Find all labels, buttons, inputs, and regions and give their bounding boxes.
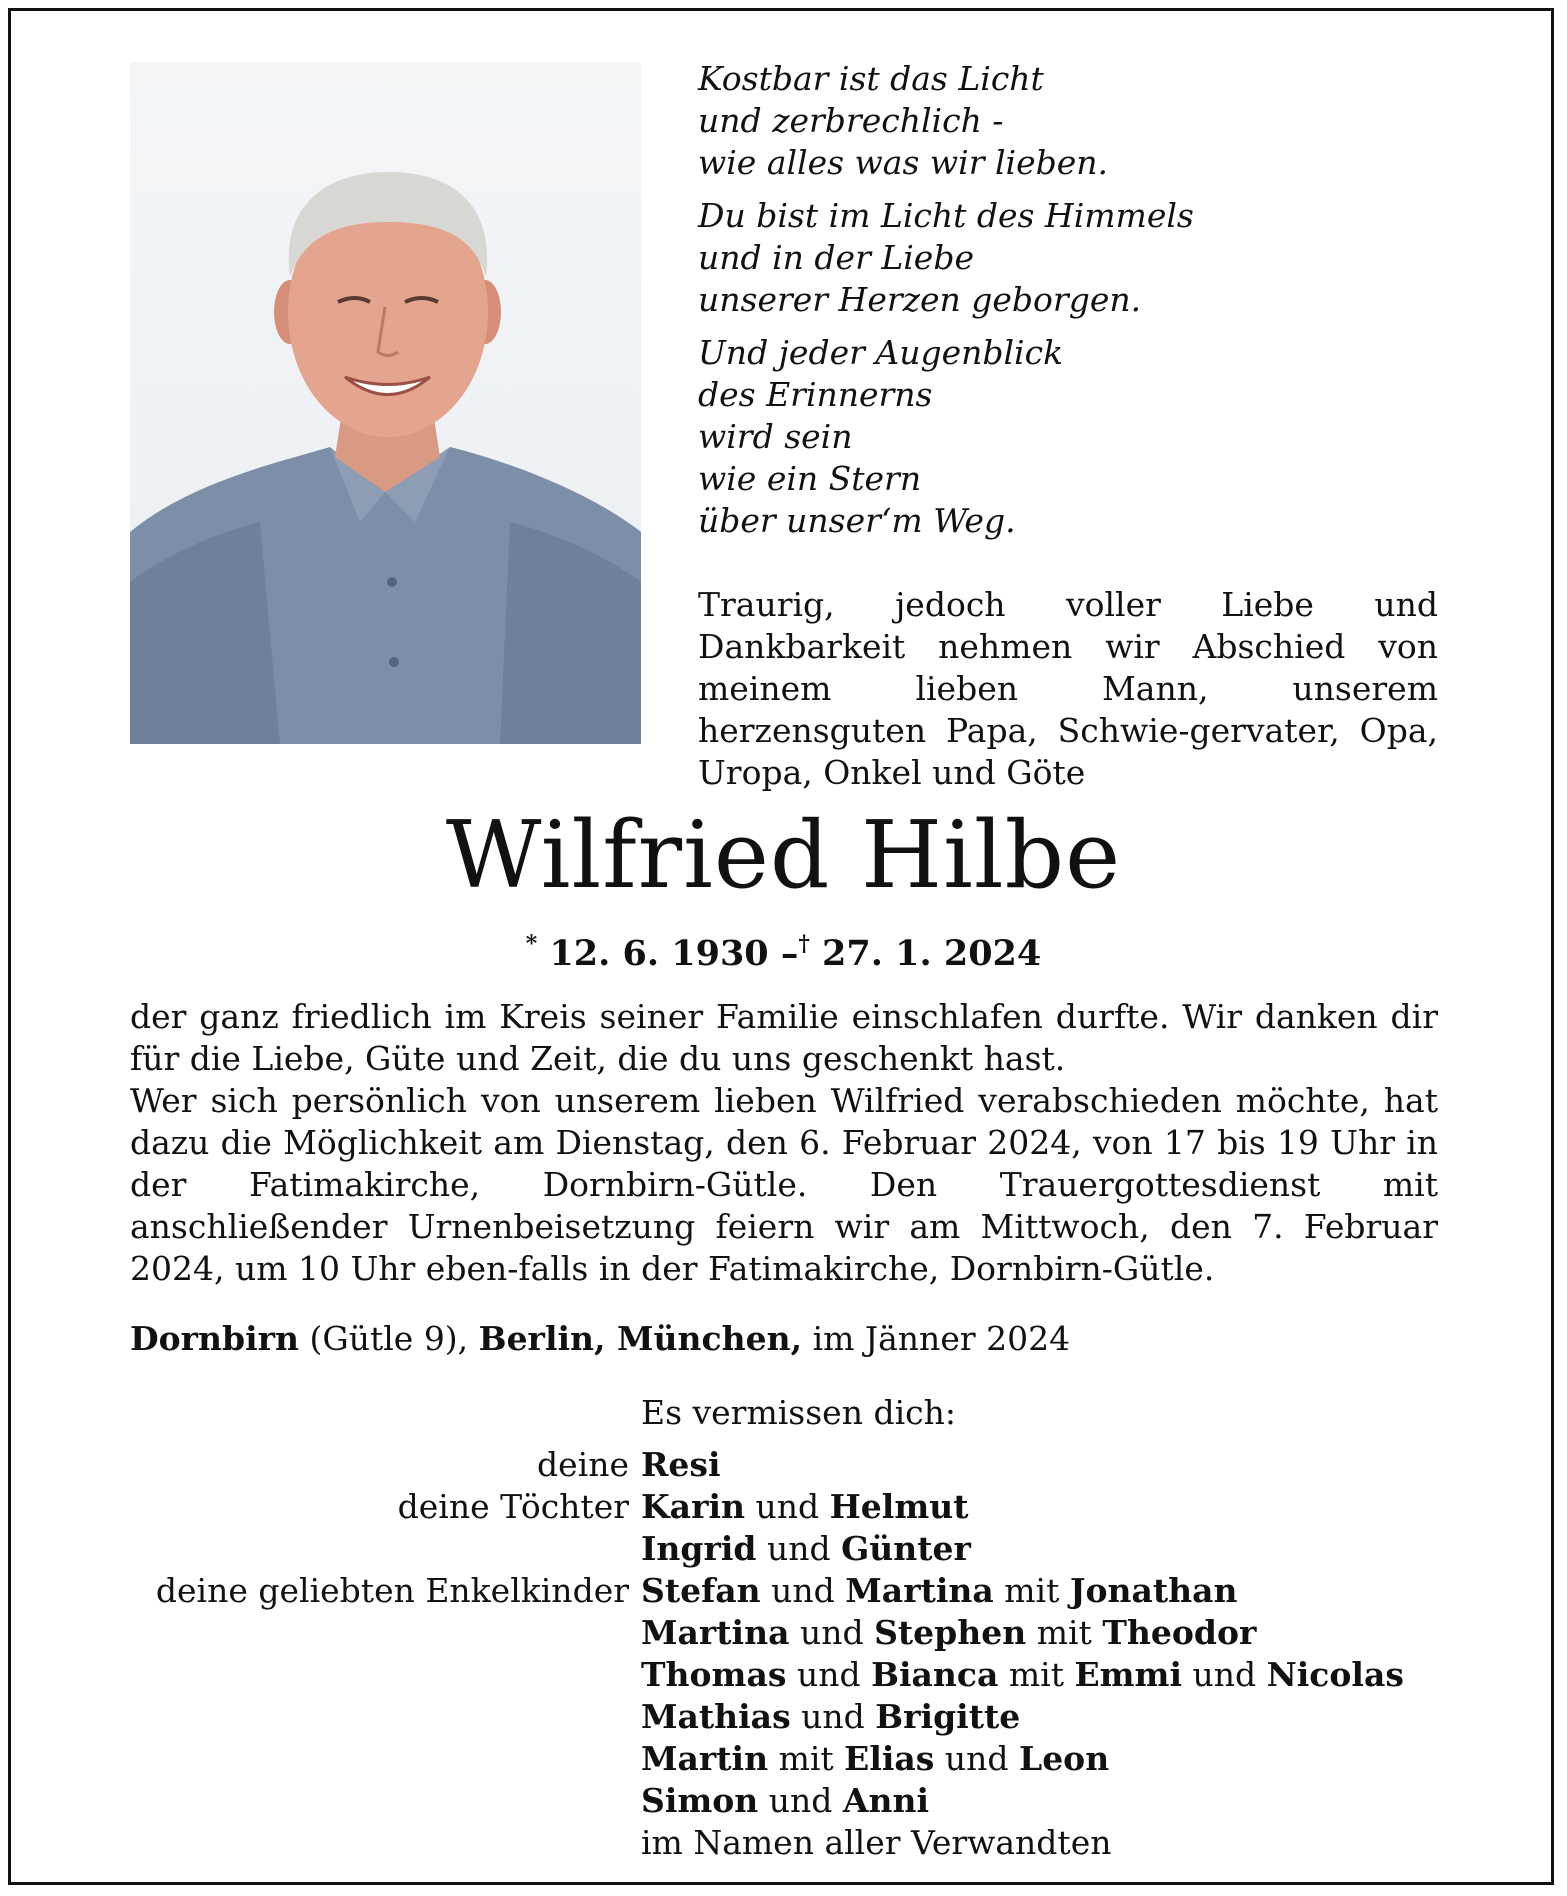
mourner-names — [641, 1780, 929, 1822]
mourner-names — [641, 1738, 1109, 1780]
mourner-names — [641, 1822, 1111, 1864]
mourner-names — [641, 1570, 1237, 1612]
mourner-row — [130, 1444, 1460, 1486]
mourner-connector: mit — [998, 1655, 1075, 1694]
mourner-row — [130, 1570, 1460, 1612]
mourner-relation — [130, 1696, 641, 1738]
mourner-connector: mit — [1026, 1613, 1103, 1652]
life-dates — [0, 922, 1567, 976]
mourner-row — [130, 1696, 1460, 1738]
mourner-name: Simon — [641, 1781, 759, 1820]
place-cities: Berlin, München, — [478, 1319, 803, 1358]
mourner-row — [130, 1822, 1460, 1864]
mourner-names — [641, 1486, 968, 1528]
mourner-connector: im Namen aller Verwandten — [641, 1823, 1112, 1862]
mourner-connector: und — [790, 1697, 876, 1736]
mourner-connector: und — [786, 1655, 872, 1694]
mourner-name: Elias — [844, 1739, 935, 1778]
mourner-row — [130, 1780, 1460, 1822]
mourner-name: Helmut — [829, 1487, 969, 1526]
mourner-connector: mit — [993, 1571, 1070, 1610]
portrait-illustration — [130, 62, 641, 744]
poem-line: Du bist im Licht des Himmels — [698, 196, 1194, 235]
place-address: (Gütle 9), — [299, 1319, 479, 1358]
mourner-name: Ingrid — [641, 1529, 757, 1568]
death-date: 27. 1. 2024 — [822, 933, 1042, 974]
mourner-relation: deine — [537, 1445, 629, 1484]
date-dash: – — [780, 933, 799, 974]
mourner-connector: und — [760, 1571, 846, 1610]
mourner-names — [641, 1444, 721, 1486]
poem-line: wird sein — [698, 417, 853, 456]
mourner-row — [130, 1528, 1460, 1570]
poem-line: wie alles was wir lieben. — [698, 143, 1109, 182]
mourner-name: Jonathan — [1069, 1571, 1238, 1610]
mourner-connector: und — [789, 1613, 875, 1652]
mourner-relation — [130, 1654, 641, 1696]
mourner-row — [130, 1486, 1460, 1528]
death-symbol: † — [798, 931, 810, 957]
mourner-names — [641, 1654, 1404, 1696]
place-city: Dornbirn — [130, 1319, 299, 1358]
poem-line: über unser‘m Weg. — [698, 501, 1016, 540]
poem-stanza — [698, 195, 1458, 321]
mourner-name: Mathias — [641, 1697, 791, 1736]
mourner-name: Nicolas — [1266, 1655, 1404, 1694]
announcement-body — [130, 996, 1438, 1290]
poem-line: und zerbrechlich - — [698, 101, 1004, 140]
mourner-names — [641, 1696, 1020, 1738]
poem-line: wie ein Stern — [698, 459, 922, 498]
mourner-name: Martina — [845, 1571, 994, 1610]
mourner-name: Martina — [641, 1613, 790, 1652]
mourner-names — [641, 1612, 1256, 1654]
birth-symbol: * — [525, 931, 538, 957]
mourner-name: Emmi — [1074, 1655, 1182, 1694]
birth-date: 12. 6. 1930 — [549, 933, 769, 974]
mourner-connector: und — [758, 1781, 843, 1820]
poem — [698, 58, 1458, 553]
intro-text: Traurig, jedoch voller Liebe und Dankbarkeit nehmen wir Abschied von meinem lieben Mann, unserem herzensguten Papa, Schwie-gervater, Opa, Uropa, Onkel und Göte — [698, 585, 1438, 792]
mourner-name: Martin — [641, 1739, 769, 1778]
mourner-name: Karin — [641, 1487, 745, 1526]
place-and-date — [130, 1318, 1070, 1360]
body-paragraph: Wer sich persönlich von unserem lieben Wilfried verabschieden möchte, hat dazu die Möglichkeit am Dienstag, den 6. Februar 2024, von 17 bis 19 Uhr in der Fatimakirche, Dornbirn-Gütle. Den Trauergottesdienst mit anschließender Urnenbeisetzung feiern wir am Mittwoch, den 7. Februar 2024, um 10 Uhr eben-falls in der Fatimakirche, Dornbirn-Gütle. — [130, 1081, 1438, 1288]
mourner-relation — [130, 1780, 641, 1822]
mourner-name: Leon — [1018, 1739, 1110, 1778]
body-paragraph: der ganz friedlich im Kreis seiner Familie einschlafen durfte. Wir danken dir für die Liebe, Güte und Zeit, die du uns geschenkt hast. — [130, 997, 1438, 1078]
mourner-connector: und — [756, 1529, 842, 1568]
mourner-name: Günter — [841, 1529, 971, 1568]
mourner-relation — [130, 1528, 641, 1570]
poem-line: Kostbar ist das Licht — [698, 59, 1044, 98]
mourners-heading: Es vermissen dich: — [641, 1393, 956, 1432]
mourner-name: Brigitte — [875, 1697, 1021, 1736]
deceased-name: Wilfried Hilbe — [445, 801, 1122, 909]
mourner-connector: und — [744, 1487, 830, 1526]
mourner-name: Stephen — [874, 1613, 1027, 1652]
mourner-name: Theodor — [1102, 1613, 1257, 1652]
portrait-photo — [130, 62, 641, 744]
poem-line: unserer Herzen geborgen. — [698, 280, 1142, 319]
mourner-relation: deine geliebten Enkelkinder — [155, 1571, 629, 1610]
mourner-name: Anni — [842, 1781, 930, 1820]
mourner-name: Thomas — [641, 1655, 787, 1694]
mourner-relation — [130, 1738, 641, 1780]
mourner-row — [130, 1738, 1460, 1780]
poem-stanza — [698, 332, 1458, 542]
poem-line: und in der Liebe — [698, 238, 974, 277]
poem-line: Und jeder Augenblick — [698, 333, 1064, 372]
mourner-name: Bianca — [871, 1655, 999, 1694]
mourner-names — [641, 1528, 971, 1570]
mourner-name: Resi — [641, 1445, 721, 1484]
mourner-relation — [130, 1822, 641, 1864]
mourner-connector: und — [1181, 1655, 1267, 1694]
place-date: im Jänner 2024 — [802, 1319, 1071, 1358]
mourner-name: Stefan — [641, 1571, 761, 1610]
mourner-row — [130, 1654, 1460, 1696]
mourner-connector: mit — [768, 1739, 845, 1778]
mourner-connector: und — [934, 1739, 1019, 1778]
mourner-relation — [130, 1612, 641, 1654]
mourners-list — [130, 1444, 1460, 1864]
poem-line: des Erinnerns — [698, 375, 933, 414]
poem-stanza — [698, 58, 1458, 184]
mourner-row — [130, 1612, 1460, 1654]
mourner-relation: deine Töchter — [397, 1487, 629, 1526]
